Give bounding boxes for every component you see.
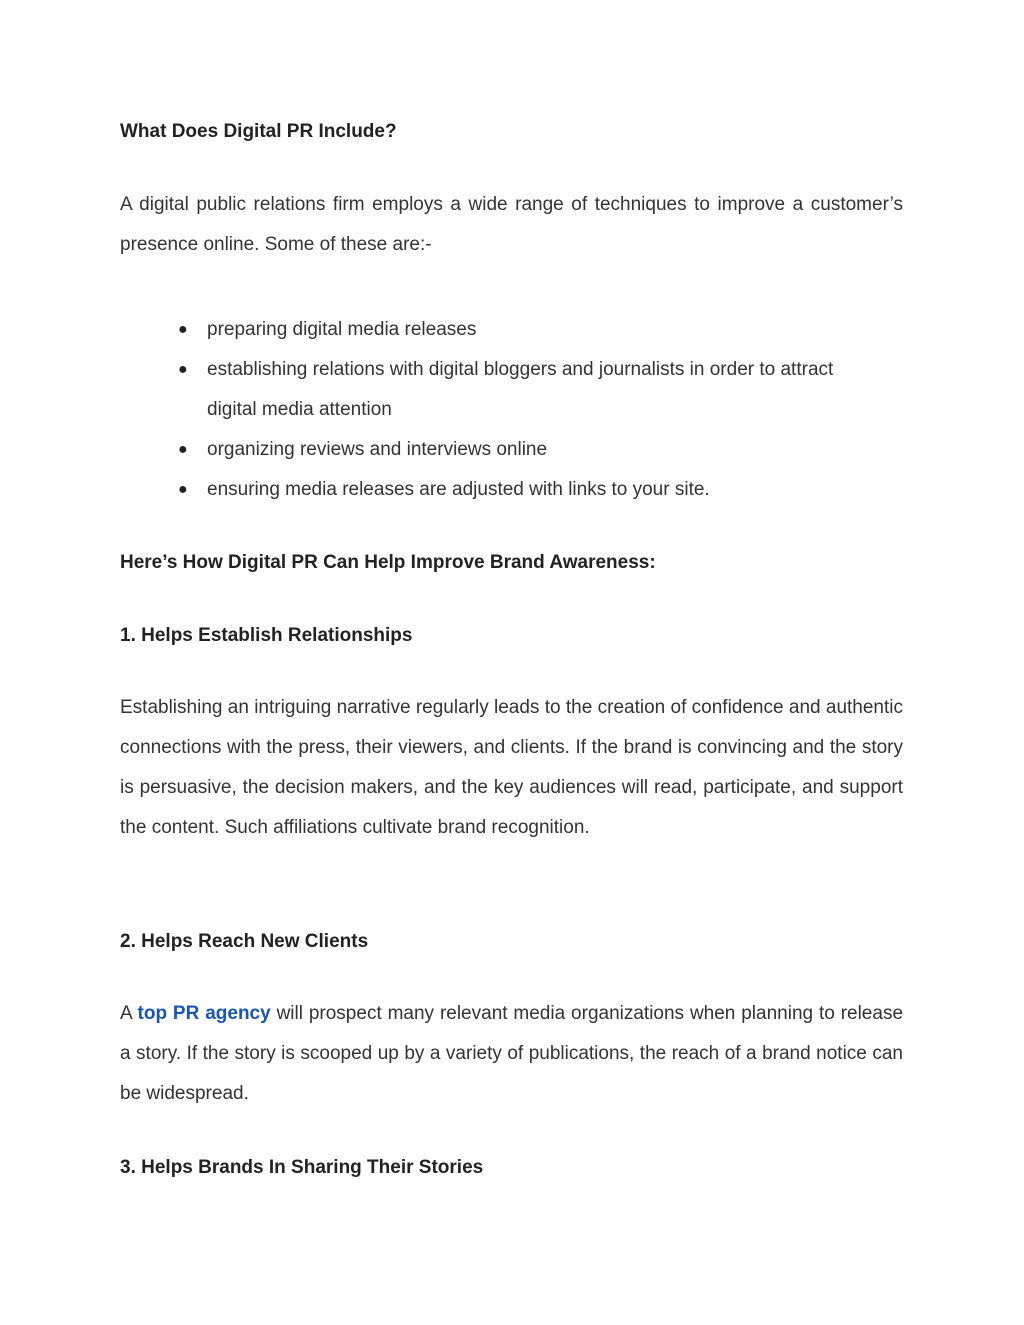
section2-body-end: will prospect many relevant media organizations when planning to release a story. If the story is scooped up by a variety of publications, the reach of a brand notice can be widespread. (120, 1003, 904, 1104)
list-item (120, 310, 887, 350)
section2-title: 2. Helps Reach New Clients (120, 931, 369, 952)
bullet-icon: ● (178, 441, 188, 458)
bullet-icon: ● (178, 361, 188, 378)
bullet-icon: ● (178, 481, 188, 498)
section2-body (120, 994, 903, 1114)
intro-paragraph: A digital public relations firm employs a wide range of techniques to improve a customer’s presence online. Some of these are:- (120, 194, 903, 255)
heading-digital-pr-include: What Does Digital PR Include? (120, 121, 397, 142)
list-item-text: establishing relations with digital bloggers and journalists in order to attract digital media attention (207, 359, 834, 420)
section2-body-start: A (120, 1003, 138, 1024)
list-item (120, 350, 887, 430)
section1-title: 1. Helps Establish Relationships (120, 625, 413, 646)
list-item-text: organizing reviews and interviews online (207, 439, 548, 460)
list-item (120, 430, 887, 470)
techniques-list (120, 310, 903, 510)
heading-brand-awareness: Here’s How Digital PR Can Help Improve Brand Awareness: (120, 552, 656, 573)
top-pr-agency-link[interactable]: top PR agency (137, 1003, 271, 1024)
list-item-text: preparing digital media releases (207, 319, 477, 340)
list-item (120, 470, 887, 510)
section1-body: Establishing an intriguing narrative regularly leads to the creation of confidence and authentic connections with the press, their viewers, and clients. If the brand is convincing and the story is persuasive, the decision makers, and the key audiences will read, participate, and support the content. Such affiliations cultivate brand recognition. (120, 697, 903, 838)
list-item-text: ensuring media releases are adjusted with links to your site. (207, 479, 710, 500)
bullet-icon: ● (178, 321, 188, 338)
section3-title: 3. Helps Brands In Sharing Their Stories (120, 1157, 484, 1178)
